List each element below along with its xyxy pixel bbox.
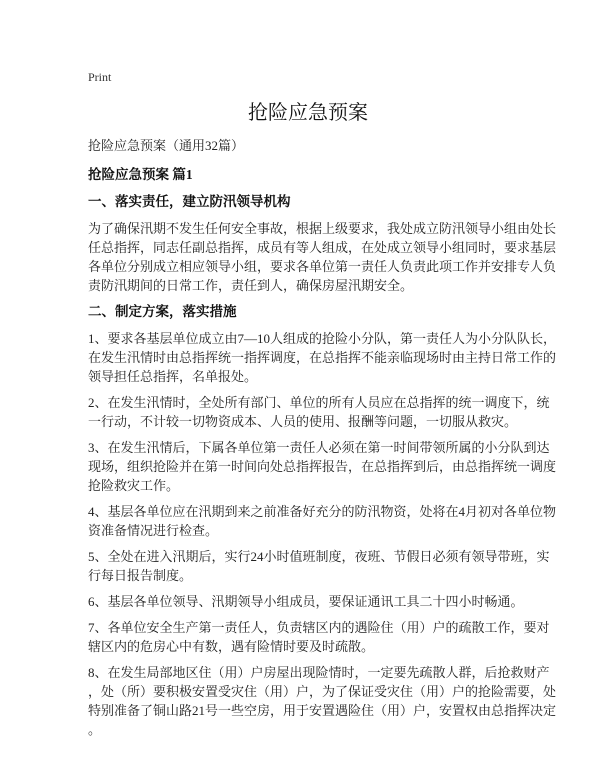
text-line: 领导担任总指挥，名单报处。 <box>88 369 258 384</box>
text-line: 现场，组织抢险并在第一时间向处总指挥报告，在总指挥到后，由总指挥统一调度 <box>88 459 557 474</box>
print-label: Print <box>88 70 112 84</box>
text-line: 特别准备了铜山路21号一些空房，用于安置遇险住（用）户，安置权由总指挥决定 <box>88 703 557 718</box>
list-item <box>88 329 557 386</box>
text-line: ，处（所）要积极安置受灾住（用）户，为了保证受灾住（用）户的抢险需要，处 <box>88 684 557 699</box>
heading-2: 二、制定方案，落实措施 <box>88 304 237 319</box>
list-item <box>88 502 557 540</box>
text-line: 在发生汛情时由总指挥统一指挥调度，在总指挥不能亲临现场时由主持日常工作的 <box>88 350 557 365</box>
text-line: 各单位分别成立相应领导小组，要求各单位第一责任人负责此项工作并安排专人负 <box>88 259 557 274</box>
text-line: 为了确保汛期不发生任何安全事故，根据上级要求，我处成立防汛领导小组由处长 <box>88 221 557 236</box>
text-line: 行每日报告制度。 <box>88 568 193 583</box>
text-line: 7、各单位安全生产第一责任人，负责辖区内的遇险住（用）户的疏散工作，要对 <box>88 620 550 635</box>
heading-1: 一、落实责任，建立防汛领导机构 <box>88 194 291 209</box>
list-item <box>88 618 550 656</box>
text-line: 任总指挥，同志任副总指挥，成员有等人组成，在处成立领导小组同时，要求基层 <box>88 240 557 255</box>
text-line: 一行动，不计较一切物资成本、人员的使用、报酬等问题，一切服从救灾。 <box>88 414 518 429</box>
text-line: 8、在发生局部地区住（用）户房屋出现险情时，一定要先疏散人群，后抢救财产 <box>88 665 550 680</box>
list-item <box>88 663 557 739</box>
text-line: 责防汛期间的日常工作，责任到人，确保房屋汛期安全。 <box>88 278 414 293</box>
list-item <box>88 592 528 611</box>
list-item <box>88 547 550 585</box>
text-line: 3、在发生汛情后，下属各单位第一责任人必须在第一时间带领所属的小分队到达 <box>88 440 550 455</box>
measures-list <box>88 329 557 739</box>
paragraph-1 <box>88 219 557 295</box>
text-line: 4、基层各单位应在汛期到来之前准备好充分的防汛物资，处将在4月初对各单位物 <box>88 504 557 519</box>
list-item <box>88 393 550 431</box>
text-line: 抢险救灾工作。 <box>88 478 180 493</box>
text-line: 1、要求各基层单位成立由7—10人组成的抢险小分队，第一责任人为小分队队长， <box>88 331 557 346</box>
document-subtitle: 抢险应急预案（通用32篇） <box>88 138 245 153</box>
document-title: 抢险应急预案 <box>248 102 368 124</box>
section-title: 抢险应急预案 篇1 <box>88 167 193 182</box>
text-line: 2、在发生汛情时，全处所有部门、单位的所有人员应在总指挥的统一调度下，统 <box>88 395 550 410</box>
text-line: 5、全处在进入汛期后，实行24小时值班制度，夜班、节假日必须有领导带班，实 <box>88 549 550 564</box>
text-line: 6、基层各单位领导、汛期领导小组成员，要保证通讯工具二十四小时畅通。 <box>88 594 524 609</box>
text-line: 资准备情况进行检查。 <box>88 523 219 538</box>
list-item <box>88 438 557 495</box>
document-page <box>88 70 557 746</box>
text-line: 辖区内的危房心中有数，遇有险情时要及时疏散。 <box>88 639 375 654</box>
text-line: 。 <box>88 722 102 737</box>
